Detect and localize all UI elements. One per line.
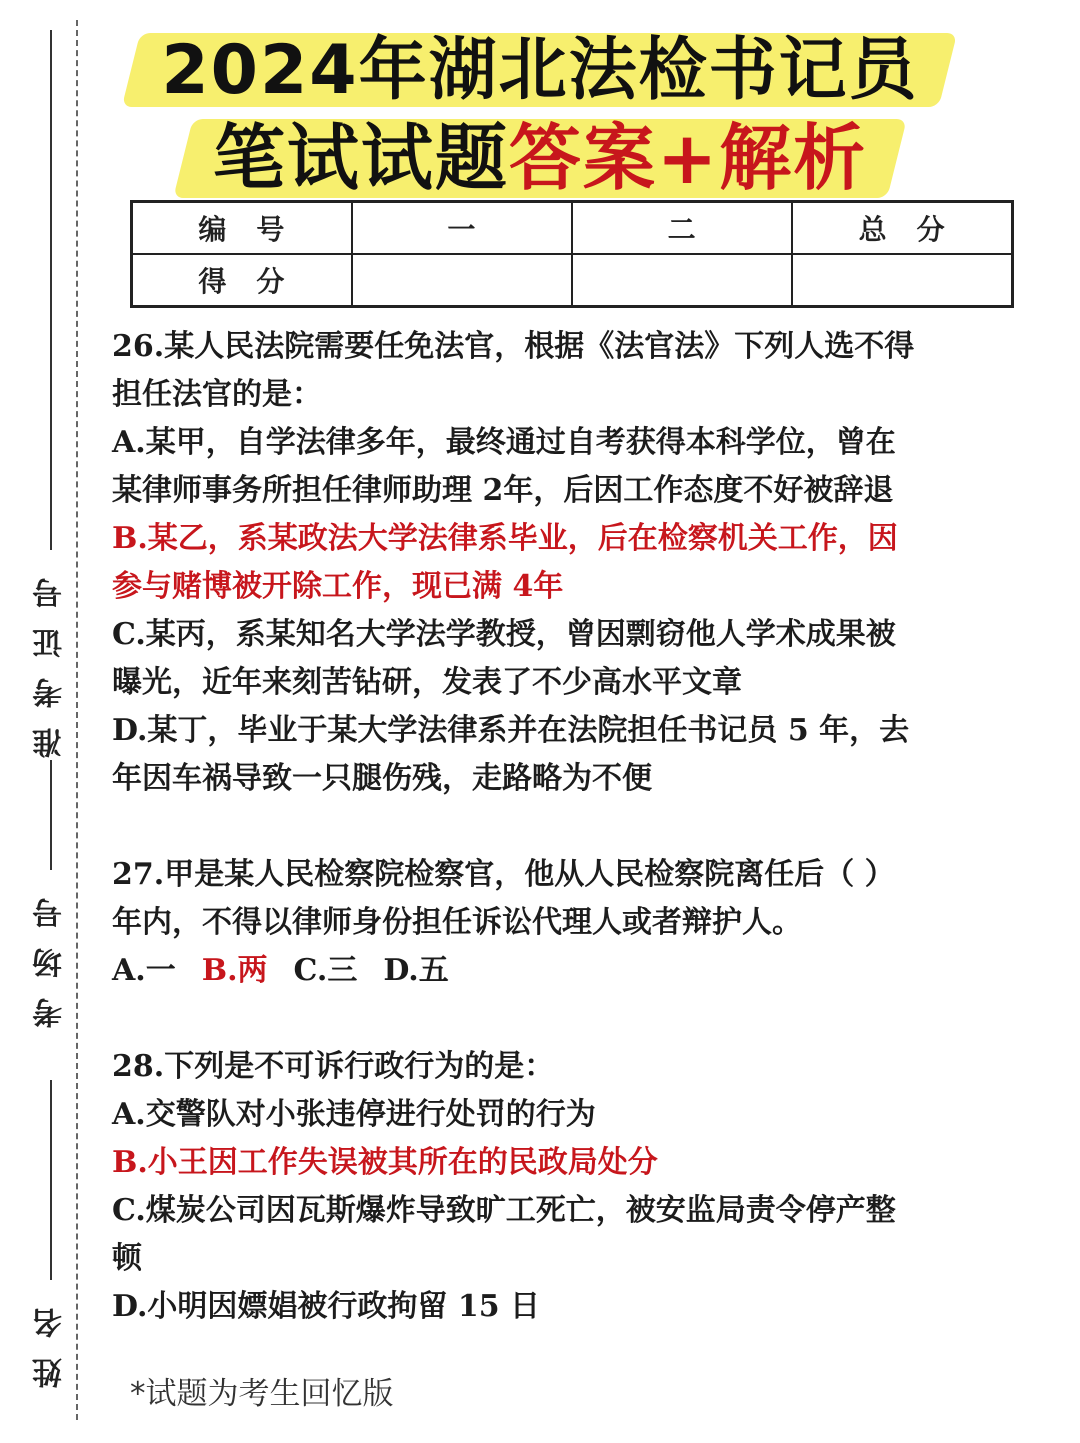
- option-text: A.某甲，自学法律多年，最终通过自考获得本科学位，曾在: [112, 425, 896, 460]
- option-text: A.一: [112, 953, 176, 988]
- binding-dashed-line: [76, 20, 79, 1420]
- score-cell: 得分: [132, 254, 352, 307]
- title-text: 2024年湖北法检书记员: [161, 31, 919, 110]
- score-cell: 编号: [132, 202, 352, 255]
- side-field-label: 姓名: [33, 1288, 68, 1388]
- correct-option-text: 参与赌博被开除工作，现已满 4年: [112, 569, 564, 604]
- option-text: C.三: [293, 953, 358, 988]
- inline-options: [112, 947, 1032, 995]
- option-text: 顿: [112, 1241, 142, 1276]
- question-stem: 年内，不得以律师身份担任诉讼代理人或者辩护人。: [112, 905, 802, 940]
- page-title-line2: [0, 100, 1080, 204]
- option-text: C.某丙，系某知名大学法学教授，曾因剽窃他人学术成果被: [112, 617, 896, 652]
- correct-option-text: B.小王因工作失误被其所在的民政局处分: [112, 1145, 658, 1180]
- question-stem: 担任法官的是：: [112, 377, 322, 412]
- score-cell: [352, 254, 572, 307]
- score-table-header-row: [132, 202, 1013, 255]
- option-text: D.某丁，毕业于某大学法律系并在法院担任书记员 5 年，去: [112, 713, 910, 748]
- score-table: [130, 200, 1014, 308]
- option-text: A.交警队对小张违停进行处罚的行为: [112, 1097, 596, 1132]
- title-text-red: 答案+解析: [508, 116, 868, 200]
- title-highlight: [131, 16, 948, 113]
- score-cell: 总分: [792, 202, 1012, 255]
- side-field-label: 准考证号: [33, 558, 68, 758]
- side-field-line: [50, 1080, 52, 1280]
- spacer: [112, 995, 1032, 1043]
- question-stem: 27.甲是某人民检察院检察官，他从人民检察院离任后（ ）: [112, 857, 895, 892]
- side-field-line: [50, 760, 52, 870]
- option-text: D.五: [383, 953, 449, 988]
- score-cell: [572, 254, 792, 307]
- title-highlight: [183, 100, 897, 204]
- questions-area: [112, 323, 1032, 1331]
- footnote: *试题为考生回忆版: [130, 1376, 394, 1412]
- correct-option-text: B.两: [201, 953, 268, 988]
- score-cell: [792, 254, 1012, 307]
- side-field-name: [26, 1080, 76, 1396]
- title-text: 笔试试题: [212, 116, 509, 200]
- option-text: 年因车祸导致一只腿伤残，走路略为不便: [112, 761, 652, 796]
- question-stem: 28.下列是不可诉行政行为的是：: [112, 1049, 555, 1084]
- score-cell: 二: [572, 202, 792, 255]
- option-text: D.小明因嫖娼被行政拘留 15 日: [112, 1289, 541, 1324]
- option-text: 某律师事务所担任律师助理 2年，后因工作态度不好被辞退: [112, 473, 894, 508]
- score-cell: 一: [352, 202, 572, 255]
- correct-option-text: B.某乙，系某政法大学法律系毕业，后在检察机关工作，因: [112, 521, 898, 556]
- option-text: C.煤炭公司因瓦斯爆炸导致旷工死亡，被安监局责令停产整: [112, 1193, 896, 1228]
- side-field-room: [26, 760, 76, 1036]
- page-title-line1: [0, 16, 1080, 113]
- spacer: [112, 803, 1032, 851]
- question-stem: 26.某人民法院需要任免法官，根据《法官法》下列人选不得: [112, 329, 915, 364]
- option-text: 曝光，近年来刻苦钻研，发表了不少高水平文章: [112, 665, 742, 700]
- score-table-score-row: [132, 254, 1013, 307]
- side-field-label: 考场号: [33, 878, 68, 1028]
